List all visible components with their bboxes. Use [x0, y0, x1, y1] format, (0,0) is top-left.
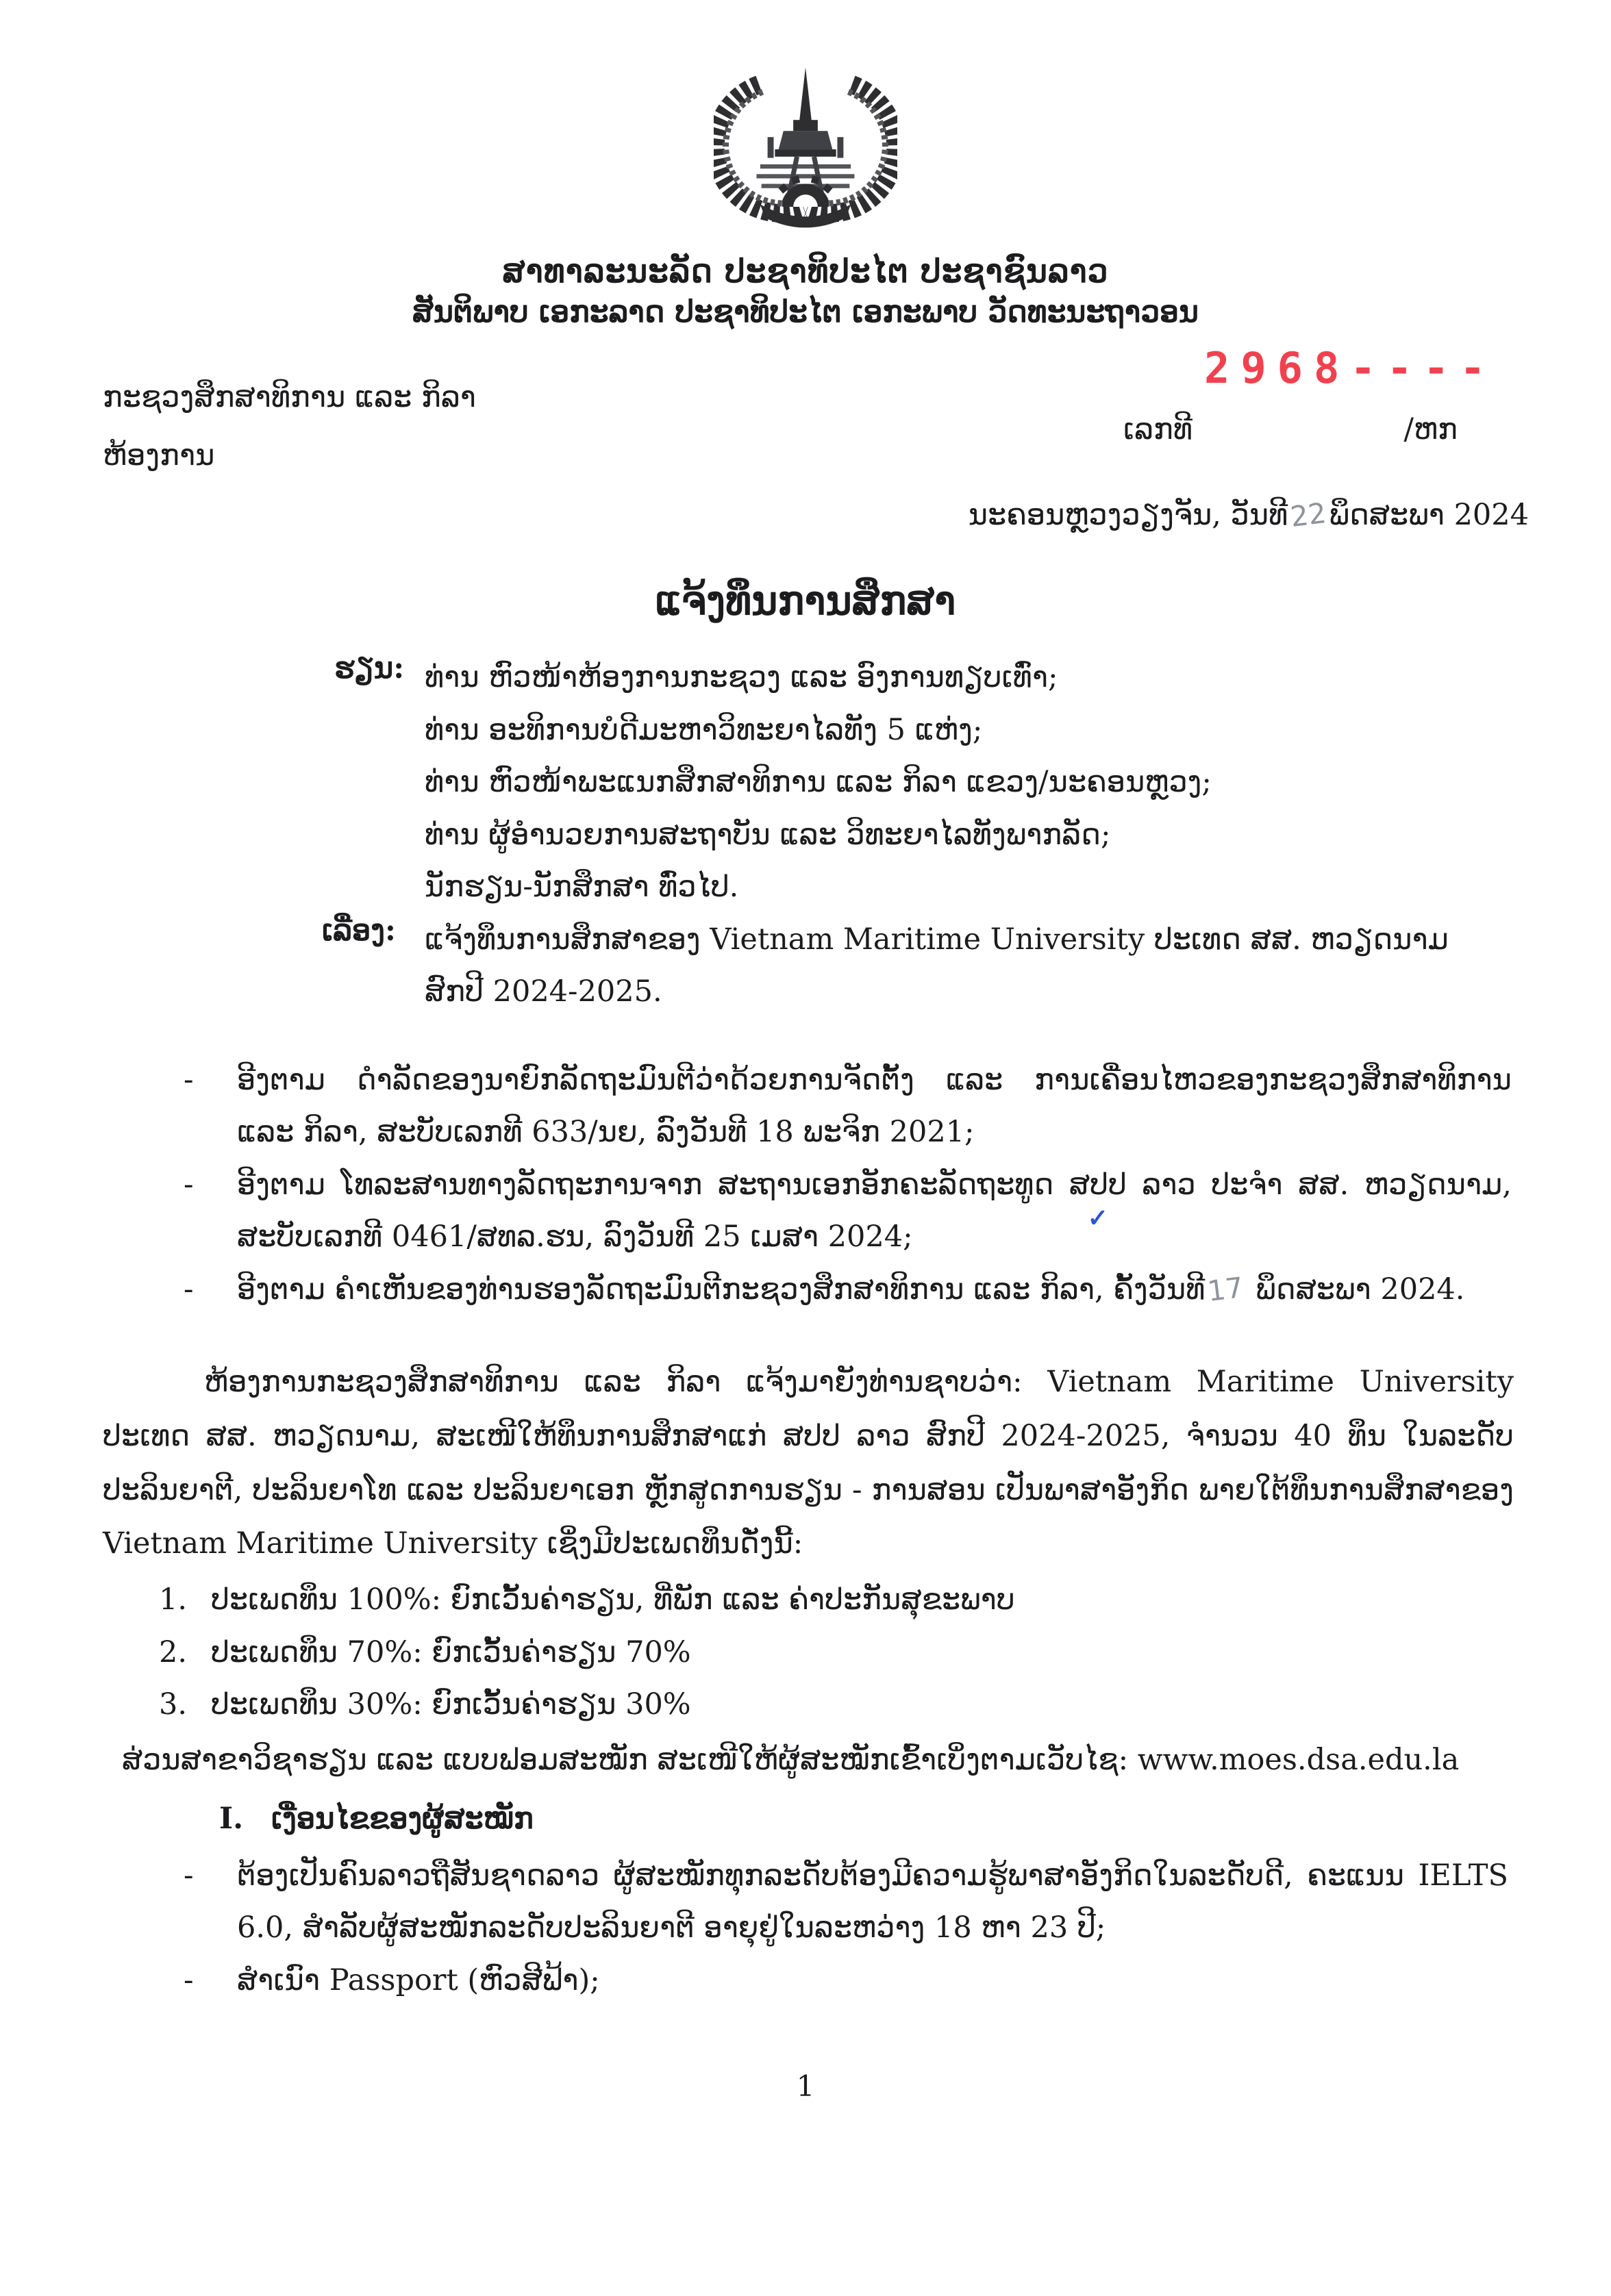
- reference-number-line: [1089, 412, 1534, 446]
- reference-number-label: ເລກທີ: [1123, 412, 1193, 446]
- lao-national-emblem: [714, 47, 897, 230]
- section-heading: [219, 1793, 1512, 1845]
- item-text: ປະເພດທຶນ 30%: ຍົກເວັ້ນຄ່າຮຽນ 30%: [211, 1687, 691, 1722]
- item-text: ປະເພດທຶນ 70%: ຍົກເວັ້ນຄ່າຮຽນ 70%: [211, 1635, 691, 1669]
- field-lines: [757, 166, 855, 186]
- reference-item: [184, 1159, 1512, 1263]
- condition-text: ຕ້ອງເປັນຄົນລາວຖືສັນຊາດລາວ ຜູ້ສະໝັກທຸກລະດັບຕ້ອງມີຄວາມຮູ້ພາສາອັງກິດໃນລະດັບດີ, ຄະແນນ IELTS 6.0, ສຳລັບຜູ້ສະໝັກລະດັບປະລິນຍາຕີ ອາຍຸຢູ່ໃນລະຫວ່າງ 18 ຫາ 23 ປີ;: [237, 1858, 1508, 1945]
- date-rest: ພຶດສະພາ 2024: [1329, 498, 1529, 532]
- stupa-base: [779, 131, 833, 149]
- side-pillar-right: [837, 137, 843, 157]
- condition-text: ສຳເນົາ Passport (ຫົວສີຟ້າ);: [237, 1963, 600, 1997]
- subject-block: [322, 913, 1512, 1018]
- document-title: ແຈ້ງທຶນການສຶກສາ: [655, 577, 956, 624]
- side-pillar-left: [768, 137, 774, 157]
- reference-text-segment: ພຶດສະພາ 2024.: [1246, 1272, 1465, 1307]
- body-paragraph: ຫ້ອງການກະຊວງສຶກສາທິການ ແລະ ກິລາ ແຈ້ງມາຍັງທ່ານຊາບວ່າ: Vietnam Maritime University ປະເທດ ສສ. ຫວຽດນາມ, ສະເໜີໃຫ້ທຶນການສຶກສາແກ່ ສປປ ລາວ ສົກປີ 2024-2025, ຈຳນວນ 40 ທຶນ ໃນລະດັບປະລິນຍາຕີ, ປະລິນຍາໂທ ແລະ ປະລິນຍາເອກ ຫຼັກສູດການຮຽນ - ການສອນ ເປັນພາສາອັງກິດ ພາຍໃຕ້ທຶນການສຶກສາຂອງ Vietnam Maritime University ເຊິ່ງມີປະເພດທຶນດັ່ງນີ້:: [103, 1365, 1514, 1561]
- bullet-dash: -: [184, 1062, 194, 1097]
- website-line-text: ສ່ວນສາຂາວິຊາຮຽນ ແລະ ແບບຟອມສະໝັກ ສະເໜີໃຫ້ຜູ້ສະໝັກເຂົ້າເບິ່ງຕາມເວັບໄຊ:: [122, 1742, 1138, 1777]
- reference-text: [237, 1159, 1512, 1263]
- letter-meta: [0, 343, 1611, 569]
- reference-text-segment: ລາວ ປະຈຳ ສສ. ຫວຽດນາມ, ສະບັບເລກທີ 0461/ສທລ.ຮນ, ລົງວັນທີ 25 ເມສາ 2024;: [237, 1167, 1512, 1254]
- national-motto-line1: ສາທາລະນະລັດ ປະຊາທິປະໄຕ ປະຊາຊົນລາວ: [502, 253, 1109, 290]
- reference-text: [237, 1263, 1512, 1316]
- ribbon-banner: [760, 204, 851, 227]
- reference-item: [184, 1263, 1512, 1316]
- stupa-tier: [793, 120, 818, 131]
- subject-text: [425, 913, 1512, 1018]
- website-url: www.moes.dsa.edu.la: [1137, 1742, 1460, 1777]
- subject-line2: ສົກປີ 2024-2025.: [425, 974, 662, 1009]
- national-motto-line2: ສັນຕິພາບ ເອກະລາດ ປະຊາທິປະໄຕ ເອກະພາບ ວັດທະນະຖາວອນ: [412, 294, 1199, 329]
- item-text: ປະເພດທຶນ 100%: ຍົກເວັ້ນຄ່າຮຽນ, ທີ່ພັກ ແລະ ຄ່າປະກັນສຸຂະພາບ: [211, 1582, 1015, 1617]
- reference-text-segment: ອີງຕາມ ໂທລະສານທາງລັດຖະການຈາກ ສະຖານເອກອັກຄະລັດຖະທູດ: [237, 1167, 1069, 1202]
- condition-item: [184, 1954, 1508, 2007]
- sender-ministry: ກະຊວງສຶກສາທິການ ແລະ ກິລາ: [103, 380, 476, 414]
- recipient-list: [425, 651, 1512, 913]
- place-date-prefix: ນະຄອນຫຼວງວຽງຈັນ, ວັນທີ: [968, 498, 1288, 532]
- reference-text-segment: ອີງຕາມ ຄຳເຫັນຂອງທ່ານຮອງລັດຖະມົນຕີກະຊວງສຶກສາທິການ ແລະ ກິລາ, ຄັ້ງວັນທີ: [237, 1272, 1206, 1307]
- scholarship-type: [159, 1678, 1512, 1731]
- handwritten-day: 22: [1288, 496, 1329, 534]
- recipient-line: ທ່ານ ຫົວໜ້າຫ້ອງການກະຊວງ ແລະ ອົງການທຽບເທົ່າ;: [425, 660, 1058, 694]
- reference-text-segment: ສປປ: [1069, 1167, 1127, 1202]
- item-number: 2.: [159, 1635, 188, 1669]
- subject-label: ເລື່ອງ:: [322, 913, 396, 948]
- scholarship-type: [159, 1574, 1512, 1626]
- blue-check-annotation: ✓: [1087, 1203, 1108, 1233]
- bullet-dash: -: [184, 1963, 194, 1997]
- recipient-line: ທ່ານ ຜູ້ອຳນວຍການສະຖາບັນ ແລະ ວິທະຍາໄລທັງພາກລັດ;: [425, 817, 1111, 852]
- bullet-dash: -: [184, 1272, 194, 1307]
- recipient-line: ນັກຮຽນ-ນັກສຶກສາ ທົ່ວໄປ.: [425, 870, 739, 905]
- legal-reference-list: [184, 1054, 1512, 1316]
- stupa-spire: [799, 67, 812, 121]
- registration-stamp-number: 2968----: [1204, 343, 1497, 393]
- section-number: I.: [219, 1802, 244, 1837]
- bullet-dash: -: [184, 1167, 194, 1202]
- sender-office: ຫ້ອງການ: [103, 438, 215, 472]
- sender-block: [103, 380, 476, 472]
- item-number: 1.: [159, 1582, 188, 1617]
- reference-block: [1089, 343, 1534, 446]
- emblem-container: [0, 0, 1611, 238]
- stupa-plinth: [775, 149, 836, 157]
- subject-line1: ແຈ້ງທຶນການສຶກສາຂອງ Vietnam Maritime University ປະເທດ ສສ. ຫວຽດນາມ: [425, 922, 1449, 957]
- section-title: ເງື່ອນໄຂຂອງຜູ້ສະໝັກ: [271, 1802, 534, 1837]
- checked-word: [1069, 1167, 1127, 1233]
- scholarship-type: [159, 1626, 1512, 1679]
- scholarship-type-list: [159, 1574, 1512, 1731]
- condition-list: [184, 1850, 1508, 2007]
- reference-text-segment: ອີງຕາມ ດຳລັດຂອງນາຍົກລັດຖະມົນຕີວ່າດ້ວຍການຈັດຕັ້ງ ແລະ ການເຄື່ອນໄຫວຂອງກະຊວງສຶກສາທິການ ແລະ ກິລາ, ສະບັບເລກທີ 633/ນຍ, ລົງວັນທີ 18 ພະຈິກ 2021;: [237, 1062, 1512, 1150]
- reference-number-suffix: /ຫກ: [1403, 412, 1458, 446]
- recipient-line: ທ່ານ ຫົວໜ້າພະແນກສຶກສາທິການ ແລະ ກິລາ ແຂວງ/ນະຄອນຫຼວງ;: [425, 765, 1212, 800]
- place-date-line: [969, 498, 1529, 532]
- bullet-dash: -: [184, 1858, 194, 1893]
- addressee-block: [334, 651, 1512, 913]
- recipient-line: ທ່ານ ອະທິການບໍດີມະຫາວິທະຍາໄລທັງ 5 ແຫ່ງ;: [425, 712, 983, 747]
- item-number: 3.: [159, 1687, 188, 1722]
- handwritten-day: 17: [1206, 1270, 1246, 1308]
- reference-item: [184, 1054, 1512, 1159]
- to-label: ຮຽນ:: [334, 651, 405, 685]
- condition-item: [184, 1850, 1508, 1954]
- page-number: 1: [796, 2069, 815, 2103]
- reference-text: [237, 1054, 1512, 1159]
- website-line: [122, 1734, 1512, 1787]
